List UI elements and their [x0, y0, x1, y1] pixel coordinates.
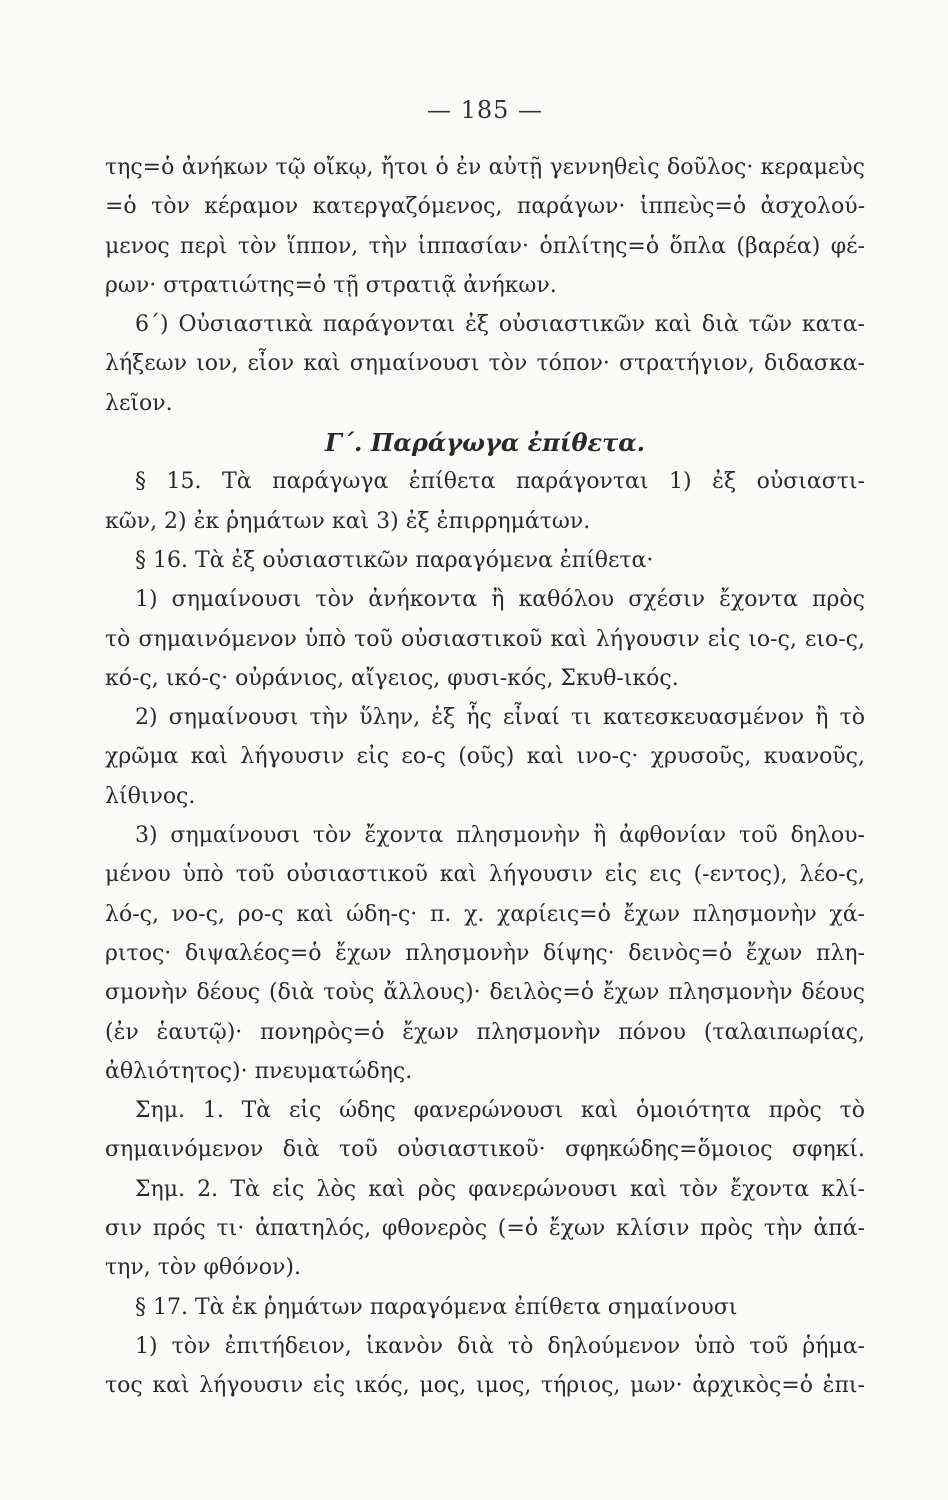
text-line: λεῖον. — [105, 390, 173, 416]
text-line: ἀθλιότητος)· πνευματώδης. — [105, 1058, 413, 1084]
text-line: σμονὴν δέους (διὰ τοὺς ἄλλους)· δειλὸς=ὁ ἔχων πλησμονὴν δέους — [105, 980, 865, 1006]
page-body — [105, 148, 865, 1406]
text-line: 6´) Οὐσιαστικὰ παράγονται ἐξ οὐσιαστικῶν καὶ διὰ τῶν κατα- — [135, 312, 865, 338]
text-line: λήξεων ιον, εἶον καὶ σημαίνουσι τὸν τόπον· στρατήγιον, διδασκα- — [105, 351, 865, 377]
text-line: ριτος· διψαλέος=ὁ ἔχων πλησμονὴν δίψης· δεινὸς=ὁ ἔχων πλη- — [105, 940, 865, 966]
text-line: τος καὶ λήγουσιν εἰς ικός, μος, ιμος, τήριος, μων· ἀρχικὸς=ὁ ἐπι- — [105, 1373, 865, 1399]
text-line: λό-ς, νο-ς, ρο-ς καὶ ώδη-ς· π. χ. χαρίεις=ὁ ἔχων πλησμονὴν χά- — [105, 901, 865, 927]
text-line: § 17. Τὰ ἐκ ῥημάτων παραγόμενα ἐπίθετα σημαίνουσι — [135, 1294, 738, 1320]
text-line: λίθινος. — [105, 783, 196, 809]
page-number: — 185 — — [426, 96, 544, 124]
text-line: σιν πρός τι· ἀπατηλός, φθονερὸς (=ὁ ἔχων κλίσιν πρὸς τὴν ἀπά- — [105, 1216, 865, 1242]
text-line: 2) σημαίνουσι τὴν ὕλην, ἐξ ἧς εἶναί τι κατεσκευασμένον ἢ τὸ — [135, 705, 865, 731]
text-line: ρων· στρατιώτης=ὁ τῇ στρατιᾷ ἀνήκων. — [105, 272, 557, 298]
text-line: Σημ. 1. Τὰ εἰς ώδης φανερώνουσι καὶ ὁμοιότητα πρὸς τὸ — [135, 1098, 865, 1124]
text-line: μένου ὑπὸ τοῦ οὐσιαστικοῦ καὶ λήγουσιν εἰς εις (-εντος), λέο-ς, — [105, 862, 865, 888]
text-line: της=ὁ ἀνήκων τῷ οἴκῳ, ἤτοι ὁ ἐν αὐτῇ γεννηθεὶς δοῦλος· κεραμεὺς — [105, 155, 865, 180]
text-line: χρῶμα καὶ λήγουσιν εἰς εο-ς (οῦς) καὶ ινο-ς· χρυσοῦς, κυανοῦς, — [105, 744, 865, 770]
text-line: μενος περὶ τὸν ἵππον, τὴν ἱππασίαν· ὁπλίτης=ὁ ὅπλα (βαρέα) φέ- — [105, 233, 865, 259]
text-line: τὸ σημαινόμενον ὑπὸ τοῦ οὐσιαστικοῦ καὶ λήγουσιν εἰς ιο-ς, ειο-ς, — [105, 626, 865, 652]
text-line: σημαινόμενον διὰ τοῦ οὐσιαστικοῦ· σφηκώδης=ὅμοιος σφηκί. — [105, 1137, 865, 1163]
section-heading: Γ´. Παράγωγα ἐπίθετα. — [324, 428, 646, 458]
text-line: 1) τὸν ἐπιτήδειον, ἱκανὸν διὰ τὸ δηλούμενον ὑπὸ τοῦ ῥήμα- — [135, 1333, 865, 1359]
text-line: κῶν, 2) ἐκ ῥημάτων καὶ 3) ἐξ ἐπιρρημάτων. — [105, 508, 591, 534]
text-line: § 16. Τὰ ἐξ οὐσιαστικῶν παραγόμενα ἐπίθετα· — [135, 547, 654, 573]
text-line: § 15. Τὰ παράγωγα ἐπίθετα παράγονται 1) ἐξ οὐσιαστι- — [135, 469, 865, 495]
text-line: 3) σημαίνουσι τὸν ἔχοντα πλησμονὴν ἢ ἀφθονίαν τοῦ δηλου- — [135, 823, 865, 849]
text-line: =ὁ τὸν κέραμον κατεργαζόμενος, παράγων· ἱππεὺς=ὁ ἀσχολού- — [105, 194, 865, 220]
text-line: Σημ. 2. Τὰ εἰς λὸς καὶ ρὸς φανερώνουσι καὶ τὸν ἔχοντα κλί- — [135, 1176, 865, 1202]
text-line: (ἐν ἑαυτῷ)· πονηρὸς=ὁ ἔχων πλησμονὴν πόνου (ταλαιπωρίας, — [105, 1019, 865, 1045]
text-line: 1) σημαίνουσι τὸν ἀνήκοντα ἢ καθόλου σχέσιν ἔχοντα πρὸς — [135, 587, 865, 613]
text-line: την, τὸν φθόνον). — [105, 1255, 301, 1281]
text-line: κό-ς, ικό-ς· οὐράνιος, αἴγειος, φυσι-κός, Σκυθ-ικός. — [105, 665, 679, 691]
